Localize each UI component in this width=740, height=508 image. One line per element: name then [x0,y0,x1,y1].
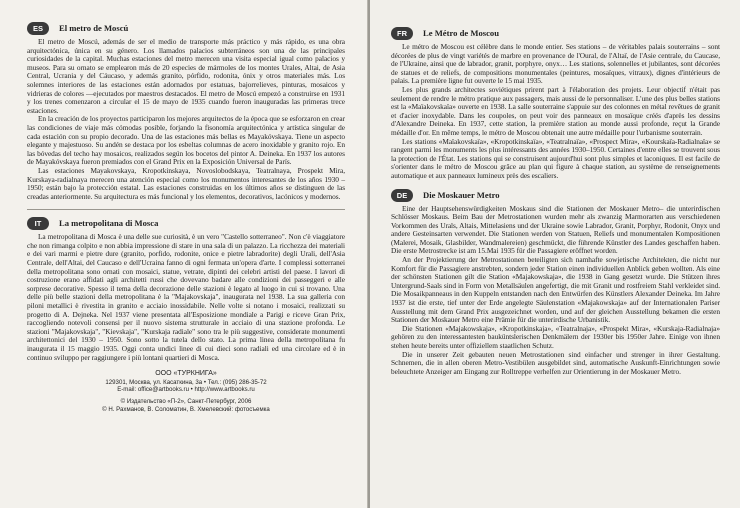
language-badge-es: ES [27,22,49,35]
divider [27,209,345,210]
right-page [370,0,740,508]
section-body-es [27,38,345,201]
paragraph: En la creación de los proyectos participaron los mejores arquitectos de la época que se esforzaron en crear las condiciones de viaje más cómodas posible, forjando la fisonomía arquitectónica y artística singular de cada estación con su propio decorado. Una de las estaciones más bellas es Mayakóvskaya. Tiene un aspecto elegante y majestuoso. Su andén se destaca por los esbeltas columnas de acero inoxidable y granito rojo. En las bóvedas del techo hay mosaicos, realizados según los bocetos del pintor A. Deineka. En 1937 los autores de Mayakóvskaya fueron premiados con el Grand Prix en la Exposición Universal de París. [27,114,345,167]
section-body-it [27,233,345,362]
section-italian [27,217,345,362]
section-title-fr: Le Métro de Moscou [423,28,499,38]
paragraph: La metropolitana di Mosca è una delle sue curiosità, è un vero "Castello sotterraneo". Non c'è viaggiatore che non rimanga colpito e non abbia impressione di stare in una sala di un palazzo. La ricchezza dei materiali e dei vari marmi e pietre dure (granito, porfido, rodonite, onice e pietre labradorite) degli Urali, dell'Asia Centrale, dell'Altai, del Caucaso e dell'Ucraina fanno di ogni fermata un'opera d'arte. I complessi sotterranei della metropolitana sono ornati con mosaici, statue, vetrate, dipinti dei celebri artisti del paese. I lavori di costruzione erano affidati agli architetti russi che dovevano badare alle condizioni dei passeggeri e alle sorprese decorative. Spesso il tema della decorazione delle stazioni è legato al luogo in cui si trovano. Una delle più belle stazioni della metropolitana è la "Majakovskaja", inaugurata nel 1938. La sua galleria con piloni metallici è rivestita in granito e acciaio inossidabile. Nelle volte si notano i mosaici, realizzati su progetto di A. Dejneka. Nel 1937 viene presentata all'Esposizione mondiale a Parigi e riceve Gran Prix, raccogliendo notevoli consensi per il nuovo sistema strutturale in acciaio di una stazione profonda. Le stazioni "Majakovskaja", "Kievskaja", "Kurskaja radiale" sono tra le più suggestive, considerate monumenti architettonici del 1930 – 1950. Sono sotto la tutela dello stato. La prima linea della metropolitana fu inaugurata il 15 maggio 1935. Oggi conta undici linee di cui dieci sono radiali ed una circolare ed è in continuo sviluppo per raggiungere i più lontani quartieri di Mosca. [27,232,345,362]
paragraph: Die in unserer Zeit gebauten neuen Metrostationen sind einfacher und strenger in ihrer Gestaltung. Schnemen, die in allen oberen Metro-Vestibülen ausgebildet sind, automatische Auskunft-Einrichtungen sowie beleuchtete Anzeiger am Eingang zur Rolltreppe verhelfen zur Orientierung in der Moskauer Metro. [391,349,720,376]
publisher-address: 129301, Москва, ул. Касаткина, 3а • Тел.: (095) 286-35-72 [105,378,267,386]
section-heading [27,22,345,35]
paragraph: El metro de Moscú, además de ser el medio de transporte más práctico y más rápido, es una obra arquitectónica, única en su género. Los llamados palacios subterráneos son una de las principales curiosidades de la capital. Muchas estaciones del metro merecen una visita especial igual como palacios y museos. Para su ornato se emplearon más de 20 especies de mármoles de los montes Urales, Altai, de Asia Central, Ucrania y del Cáucaso, y además granito, pórfido, rodonita, ónix y otros materiales más. Los solemnes interiores de las estaciones están adornados por estatuas, bajorrelieves, pinturas, mosaicos y vidrieras de colores —ejecutados por maestros destacados. El metro de Moscú empezó a construirse en 1931 y los trenes comenzaron a circular el 15 de mayo de 1935 cuando fueron inauguradas las primeras trece estaciones. [27,37,345,115]
section-french [391,27,720,181]
publisher-name: ООО «ТУРКНИГА» [155,370,217,378]
section-heading [391,27,720,40]
section-body-fr [391,43,720,181]
section-title-it: La metropolitana di Mosca [59,218,159,229]
paragraph: Les plus grands architectes soviétiques prirent part à l'élaboration des projets. Leur objectif n'était pas seulement de rendre le métro pratique aux passagers, mais aussi de le personnaliser. L'une des plus belles stations est la «Maïakovskaïa» ouverte en 1938. La salle souterraine s'appuie sur des colonnes en métal revêtues de granit et d'acier inoxydable. Dans les coupoles, on peut voir des panneaux en mosaïque créés d'après les dessins d'Alexandre Deineka. En 1937, cette station, la première station au monde aussi profonde, reçut la Grande médaille d'or. En même temps, le métro de Moscou obtenait une autre médaille pour l'urbanisme souterrain. [391,84,720,137]
section-title-de: Die Moskauer Metro [423,189,500,200]
language-badge-de: DE [391,189,413,202]
language-badge-fr: FR [391,27,413,40]
language-badge-it: IT [27,217,49,230]
copyright-line: © Издательство «П-2», Санкт-Петербург, 2006 [120,397,252,405]
paragraph: Les stations «Maïakovskaïa», «Kropotkinskaïa», «Teatralnaïa», «Prospect Mira», «Kourskaïa-Radialnaïa» se rangent parmi les monuments les plus intéressants des années 1930–1950. Certaines d'entre elles se trouvent sous la protection de l'État. Les stations qui se construisent aujourd'hui sont plus simples et laconiques. Il est facile de s'orienter dans le métro de Moscou grâce au plan qui figure à chaque station, au système de renseignements automatique et aux panneaux lumineux près des escaliers. [391,136,720,180]
section-heading [27,217,345,230]
copyright-line: © Н. Рахманов, В. Соломатин, В. Хмелевский: фотосъемка [102,405,270,413]
imprint [27,370,345,413]
publisher-contacts: E-mail: office@artbooks.ru • http://www.artbooks.ru [117,386,255,394]
left-page [0,0,368,508]
section-spanish [27,22,345,201]
paragraph: Las estaciones Mayakovskaya, Kropotkinskaya, Novoslobodskaya, Teatralnaya, Prospekt Mira, Kurskaya-radialnaya merecen una atención especial como los monumentos interesantes de los años 1930 – 1950; están bajo la protección estatal. Las estaciones construidas en los últimos años se distinguen de las creadas anteriormente. Su arquitectura es más funcional y los elementos, decorativos, lacónicos y modernos. [27,165,345,201]
paragraph: An der Projektierung der Metrostationen beteiligten sich namhafte sowjetische Architekten, die nicht nur Komfort für die Passagiere anstrebten, sondern jeder Station einen individuellen Anblick geben wollten. Als eine der schönsten Stationen gilt die Station «Majakowskaja», die 1938 in Gang gesetzt wurde. Die Stützen ihres Untergrund-Saals sind in Form von Metallsäulen angefertigt, die mit Granit und rostfreiem Stahl verkleidet sind. Die Mosaikpanneaus in den Kuppeln entstanden nach den Entwürfen des Künstlers Alexander Deineka. Im Jahre 1937 ist die erste, tief unter der Erde angelegte Säulenstation «Majakowskaja» auf der Internationalen Pariser Ausstellung mit dem Grand Prix ausgezeichnet worden, und auf der gleichen Ausstellung bekamen die ersten Stationen der Moskauer Metro eine Prämie für die unterirdische Urbanistik. [391,255,720,325]
section-heading [391,189,720,202]
section-body-de [391,205,720,377]
section-title-es: El metro de Moscú [59,23,129,33]
paragraph: Die Stationen «Majakowskaja», «Kropotkinskaja», «Teatralnaja», «Prospekt Mira», «Kurskaja-Radialnaja» gehören zu den interessantesten bauküntslerischen Denkmälern der 1930er bis 1950er Jahre. Einige von ihnen stehen heute bereits unter offiziellem staatlichen Schutz. [391,323,720,350]
paragraph: Eine der Hauptsehenswürdigkeiten Moskaus sind die Stationen der Moskauer Metro– die unterirdischen Schlösser Moskaus. Beim Bau der Metrostationen wurden mehr als zwanzig Marmorarten aus verschiedenen Vorkommen des Urals, Altais, Mittelasiens und der Ukraine sowie Labrador, Granit, Porphyr, Rodonit, Onyx und andere Gesteinsarten verwendet. Die Stationen werden von Statuen, Reliefs und monumentalen Kompositionen (Malerei, Mosaik, Glasbilder, Wandmalereien) geschmückt, die führende Künstler des Landes geschaffen haben. Die erste Metrostrecke ist am 15.Mai 1935 für die Passagiere eröffnet worden. [391,203,720,256]
section-german [391,189,720,377]
paragraph: Le métro de Moscou est célèbre dans le monde entier. Ses stations – de véritables palais souterrains – sont décorées de plus de vingt variétés de marbre en provenance de l'Oural, de l'Altaï, de l'Asie centrale, du Caucase, de l'Ukraine, ainsi que de labrador, granit, porphyre, onyx… Les stations, solennelles et jubilantes, sont décorées de statues et de reliefs, de compositions monumentales (peintures, mosaïques, vitraux), dignes d'intérieurs de palais. La première ligne fut ouverte le 15 mai 1935. [391,42,720,86]
